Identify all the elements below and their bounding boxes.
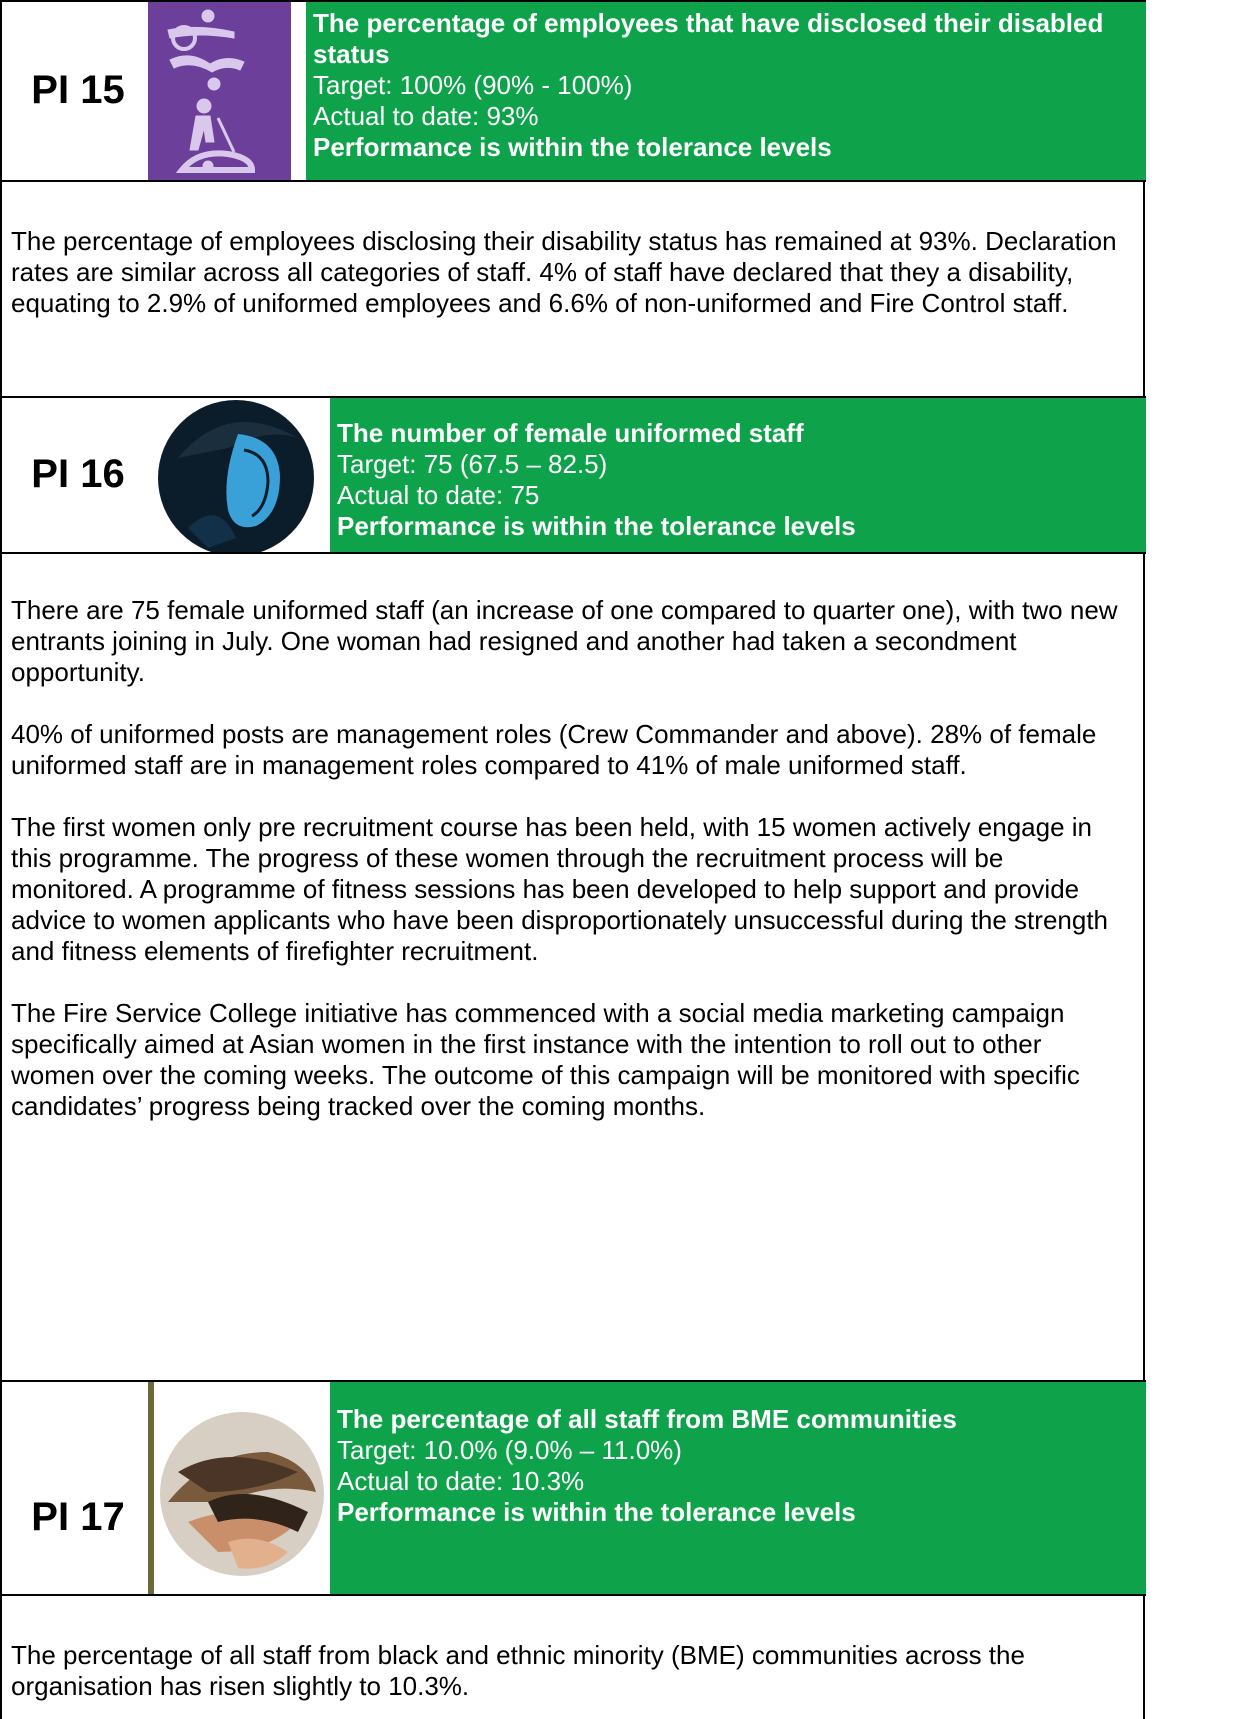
pi16-label [0, 444, 148, 504]
pi17-summary-panel [330, 1382, 1146, 1594]
firefighter-svg [148, 398, 326, 552]
pi15-performance: Performance is within the tolerance levels [313, 132, 832, 162]
divider [0, 552, 1146, 554]
commentary-paragraph: 40% of uniformed posts are management roles (Crew Commander and above). 28% of female uniformed staff are in management roles compared to 41% of male uniformed staff. [11, 719, 1097, 780]
pi15-label [0, 60, 148, 120]
pi17-commentary [11, 1640, 1131, 1702]
commentary-paragraph: The percentage of employees disclosing their disability status has remained at 93%. Declaration rates are similar across all categories of staff. 4% of staff have declared that they a disability, equating to 2.9% of uniformed employees and 6.6% of non-uniformed and Fire Control staff. [11, 226, 1117, 318]
disability-symbols-icon [148, 2, 291, 180]
pi16-commentary [11, 595, 1131, 1122]
diverse-hands-photo [148, 1382, 326, 1594]
pi16-summary-panel [330, 398, 1146, 552]
female-firefighter-photo [148, 398, 326, 552]
pi17-label-text: PI 17 [31, 1495, 125, 1539]
pi16-performance: Performance is within the tolerance levels [337, 511, 856, 541]
commentary-paragraph: The first women only pre recruitment course has been held, with 15 women actively engage in this programme. The progress of these women through the recruitment process will be monitored. A programme of fitness sessions has been developed to help support and provide advice to women applicants who have been disproportionately unsuccessful during the strength and fitness elements of firefighter recruitment. [11, 812, 1109, 966]
commentary-paragraph: There are 75 female uniformed staff (an increase of one compared to quarter one), with two new entrants joining in July. One woman had resigned and another had taken a secondment opportunity. [11, 595, 1118, 687]
pi16-actual: Actual to date: 75 [337, 480, 540, 510]
pi16-title: The number of female uniformed staff [337, 418, 804, 448]
pi17-title: The percentage of all staff from BME communities [337, 1404, 957, 1434]
disability-symbols-svg [148, 2, 291, 180]
divider [0, 180, 1146, 182]
pi17-performance: Performance is within the tolerance levels [337, 1497, 856, 1527]
hands-svg [148, 1382, 326, 1594]
pi17-label [0, 1487, 148, 1547]
pi17-target: Target: 10.0% (9.0% – 11.0%) [337, 1435, 682, 1465]
commentary-paragraph: The percentage of all staff from black and ethnic minority (BME) communities across the organisation has risen slightly to 10.3%. [11, 1640, 1025, 1701]
pi15-actual: Actual to date: 93% [313, 101, 539, 131]
pi16-target: Target: 75 (67.5 – 82.5) [337, 449, 608, 479]
pi17-actual: Actual to date: 10.3% [337, 1466, 585, 1496]
pi16-label-text: PI 16 [31, 452, 125, 496]
pi15-title: The percentage of employees that have disclosed their disabled status [313, 8, 1104, 69]
pi15-commentary [11, 226, 1131, 319]
pi15-target: Target: 100% (90% - 100%) [313, 70, 633, 100]
pi15-label-text: PI 15 [31, 68, 125, 112]
commentary-paragraph: The Fire Service College initiative has commenced with a social media marketing campaign specifically aimed at Asian women in the first instance with the intention to roll out to other women over the coming weeks. The outcome of this campaign will be monitored with specific candidates’ progress being tracked over the coming months. [11, 998, 1080, 1121]
divider [0, 1594, 1146, 1596]
pi15-summary-panel [306, 2, 1146, 180]
